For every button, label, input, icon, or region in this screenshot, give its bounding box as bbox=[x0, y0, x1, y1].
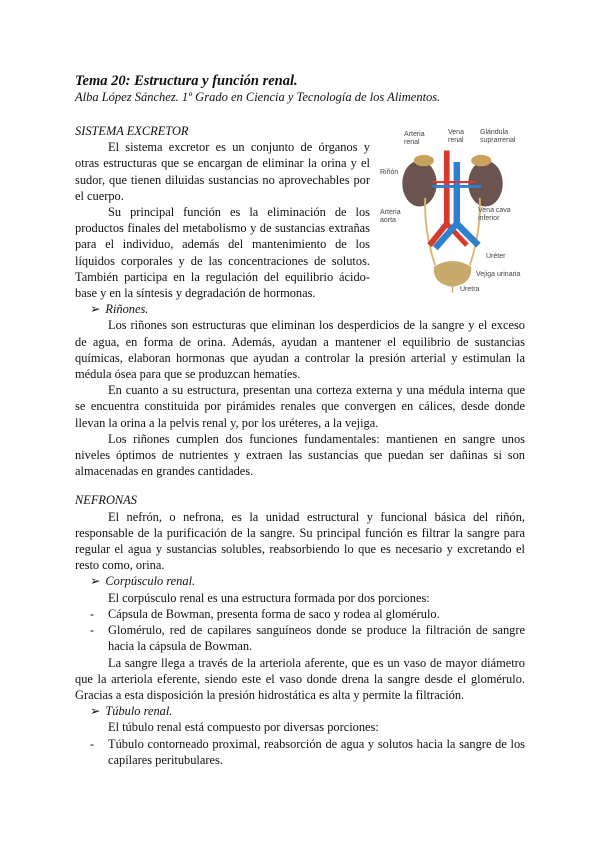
arrow-bullet-icon: ➢ bbox=[90, 704, 101, 719]
paragraph: Su principal función es la eliminación de los productos finales del metabolismo y de sustancias extrañas para el individuo, además del mantenimiento de los líquidos corporales y de las concentraciones de solutos. También participa en la regulación del equilibrio ácido-base y en la síntesis y degradación de hormonas. bbox=[75, 205, 370, 301]
list-item bbox=[75, 622, 525, 654]
label-glandula: Glándula suprarrenal bbox=[480, 129, 516, 144]
paragraph: El corpúsculo renal es una estructura formada por dos porciones: bbox=[108, 590, 430, 605]
label-rinon: Riñón bbox=[380, 169, 399, 176]
dash-marker: - bbox=[90, 736, 95, 751]
paragraph: El sistema excretor es un conjunto de órganos y otras estructuras que se encargan de eliminar la orina y el sudor, que tienen diluidas sustancias no aprovechables por el cuerpo. bbox=[75, 140, 370, 203]
list-item bbox=[75, 736, 525, 768]
subheading-rinones bbox=[75, 301, 525, 317]
list-item-text: Cápsula de Bowman, presenta forma de saco y rodea al glomérulo. bbox=[108, 606, 440, 621]
list-item-text: Glomérulo, red de capilares sanguíneos donde se produce la filtración de sangre hacia la cápsula de Bowman. bbox=[108, 623, 525, 654]
paragraph: Los riñones son estructuras que eliminan los desperdicios de la sangre y el exceso de agua, en forma de orina. Además, ayudan a mantener el equilibrio de sustancias químicas, elaboran hormonas que ayudan a controlar la presión arterial y estimulan la médula ósea para que se produzcan hematíes. bbox=[75, 318, 525, 382]
subheading-text: Corpúsculo renal. bbox=[105, 574, 196, 589]
section-heading-nefronas: NEFRONAS bbox=[75, 493, 137, 508]
paragraph: El túbulo renal está compuesto por diversas porciones: bbox=[108, 720, 379, 735]
list-item-text: Túbulo contorneado proximal, reabsorción de agua y solutos hacia la sangre de los capilares peritubulares. bbox=[108, 736, 525, 767]
author-line: Alba López Sánchez. 1º Grado en Ciencia y Tecnología de los Alimentos. bbox=[75, 90, 441, 104]
document-body bbox=[75, 123, 525, 768]
paragraph: En cuanto a su estructura, presentan una corteza externa y una médula interna que se encuentra constituida por pirámides renales que convergen en cálices, desde donde llevan la orina a la pelvis renal y, por los uréteres, a la vejiga. bbox=[75, 383, 525, 430]
label-uretra: Uretra bbox=[460, 286, 480, 293]
arrow-bullet-icon: ➢ bbox=[90, 302, 101, 317]
list-item bbox=[75, 606, 525, 622]
label-arteria-renal: Arteria renal bbox=[404, 131, 425, 146]
paragraph: Los riñones cumplen dos funciones fundamentales: mantienen en sangre unos niveles óptimos de nutrientes y extraen las sustancias que puedan ser dañinas si son almacenadas en grandes cantidades. bbox=[75, 431, 525, 479]
urinary-system-figure bbox=[380, 129, 525, 294]
label-vejiga: Vejiga urinaria bbox=[476, 271, 521, 278]
label-vena-renal: Vena renal bbox=[448, 129, 464, 144]
subheading-text: Riñones. bbox=[105, 302, 149, 317]
label-ureter: Uréter bbox=[486, 253, 506, 260]
section-heading-excretor: SISTEMA EXCRETOR bbox=[75, 124, 189, 138]
dash-marker: - bbox=[90, 623, 95, 638]
subheading-tubulo bbox=[75, 703, 525, 719]
paragraph: El nefrón, o nefrona, es la unidad estructural y funcional básica del riñón, responsable de la purificación de la sangre. Su principal función es filtrar la sangre para regular el agua y sustancias solubles, reabsorbiendo lo que es necesario y excretando el resto como, orina. bbox=[75, 509, 525, 573]
paragraph: La sangre llega a través de la arteriola aferente, que es un vaso de mayor diámetro que la arteriola eferente, siendo este el vaso donde drena la sangre desde el glomérulo. Gracias a esta disposición la presión hidrostática es alta y permite la filtración. bbox=[75, 655, 525, 702]
subheading-text: Túbulo renal. bbox=[105, 704, 173, 719]
subheading-corpusculo bbox=[75, 573, 525, 589]
document-title: Tema 20: Estructura y función renal. bbox=[75, 73, 298, 89]
label-cava: Vena cava inferior bbox=[478, 207, 511, 222]
arrow-bullet-icon: ➢ bbox=[90, 574, 101, 589]
dash-marker: - bbox=[90, 606, 95, 621]
label-aorta: Arteria aorta bbox=[380, 209, 401, 224]
